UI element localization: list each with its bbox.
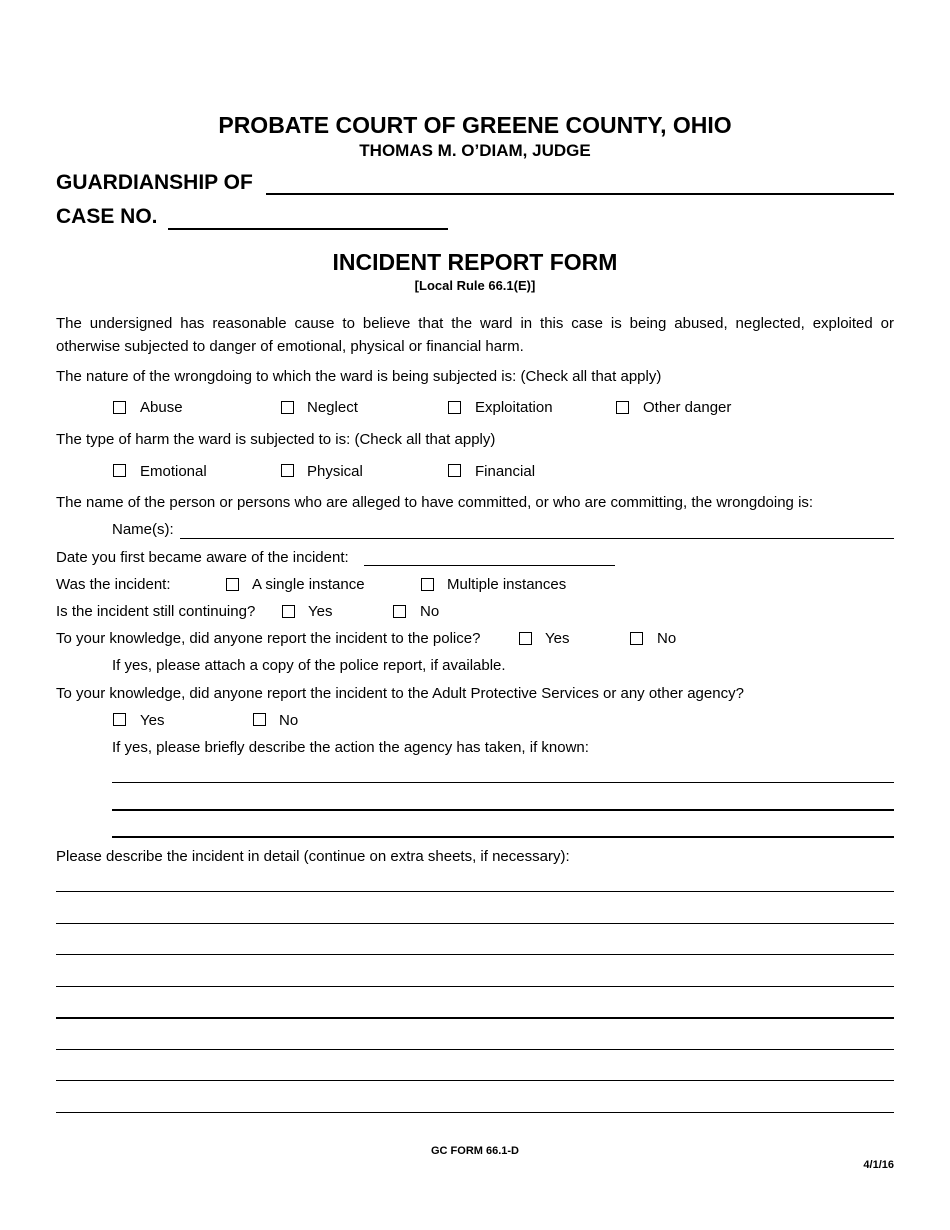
other-danger-checkbox[interactable] — [616, 401, 629, 414]
describe-label: Please describe the incident in detail (continue on extra sheets, if necessary): — [56, 848, 570, 865]
abuse-checkbox[interactable] — [113, 401, 126, 414]
describe-line-8[interactable] — [56, 1112, 894, 1113]
describe-line-1[interactable] — [56, 891, 894, 892]
continuing-no-checkbox[interactable] — [393, 605, 406, 618]
police-yes-checkbox[interactable] — [519, 632, 532, 645]
single-instance-label: A single instance — [252, 576, 365, 593]
neglect-label: Neglect — [307, 399, 358, 416]
police-note: If yes, please attach a copy of the police report, if available. — [112, 657, 506, 674]
describe-line-7[interactable] — [56, 1080, 894, 1081]
local-rule: [Local Rule 66.1(E)] — [414, 278, 536, 293]
financial-label: Financial — [475, 463, 536, 480]
physical-label: Physical — [307, 463, 363, 480]
police-no-checkbox[interactable] — [630, 632, 643, 645]
date-aware-label: Date you first became aware of the incident: — [56, 549, 349, 566]
describe-line-4[interactable] — [56, 986, 894, 987]
police-label: To your knowledge, did anyone report the incident to the police? — [56, 630, 481, 647]
judge-name: THOMAS M. O’DIAM, JUDGE — [359, 141, 591, 160]
financial-checkbox[interactable] — [448, 464, 461, 477]
physical-checkbox[interactable] — [281, 464, 294, 477]
agency-yes-label: Yes — [140, 712, 165, 729]
emotional-checkbox[interactable] — [113, 464, 126, 477]
harm-question: The type of harm the ward is subjected to is: (Check all that apply) — [56, 431, 496, 448]
case-no-field[interactable] — [168, 228, 448, 230]
describe-line-6[interactable] — [56, 1049, 894, 1050]
exploitation-label: Exploitation — [475, 399, 553, 416]
describe-line-3[interactable] — [56, 954, 894, 955]
abuse-label: Abuse — [140, 399, 183, 416]
multiple-instances-checkbox[interactable] — [421, 578, 434, 591]
agency-note: If yes, please briefly describe the action the agency has taken, if known: — [112, 739, 589, 756]
intro-paragraph: The undersigned has reasonable cause to believe that the ward in this case is being abused, neglected, exploited or otherwise subjected to danger of emotional, physical or financial harm. — [56, 315, 894, 355]
form-id: GC FORM 66.1-D — [430, 1145, 519, 1157]
continuing-no-label: No — [420, 603, 440, 620]
agency-no-label: No — [279, 712, 299, 729]
police-yes-label: Yes — [545, 630, 570, 647]
agency-label: To your knowledge, did anyone report the incident to the Adult Protective Services or any other agency? — [56, 685, 744, 702]
names-label: Name(s): — [112, 521, 174, 538]
names-field[interactable] — [180, 538, 894, 539]
describe-line-5[interactable] — [56, 1017, 894, 1019]
guardianship-field[interactable] — [266, 193, 894, 195]
form-title: INCIDENT REPORT FORM — [332, 249, 618, 275]
guardianship-label: GUARDIANSHIP OF — [56, 171, 253, 194]
multiple-instances-label: Multiple instances — [447, 576, 567, 593]
describe-line-2[interactable] — [56, 923, 894, 924]
other-danger-label: Other danger — [643, 399, 732, 416]
emotional-label: Emotional — [140, 463, 207, 480]
continuing-label: Is the incident still continuing? — [56, 603, 256, 620]
agency-yes-checkbox[interactable] — [113, 713, 126, 726]
persons-question: The name of the person or persons who are alleged to have committed, or who are committing, the wrongdoing is: — [56, 494, 814, 511]
neglect-checkbox[interactable] — [281, 401, 294, 414]
police-no-label: No — [657, 630, 677, 647]
agency-action-line-1[interactable] — [112, 782, 894, 783]
agency-action-line-3[interactable] — [112, 836, 894, 838]
form-date: 4/1/16 — [863, 1159, 894, 1171]
date-aware-field[interactable] — [364, 565, 615, 566]
wrongdoing-question: The nature of the wrongdoing to which the ward is being subjected is: (Check all that apply) — [56, 368, 662, 385]
exploitation-checkbox[interactable] — [448, 401, 461, 414]
incident-type-label: Was the incident: — [56, 576, 171, 593]
agency-action-line-2[interactable] — [112, 809, 894, 811]
continuing-yes-label: Yes — [308, 603, 333, 620]
case-no-label: CASE NO. — [56, 205, 158, 228]
single-instance-checkbox[interactable] — [226, 578, 239, 591]
court-name: PROBATE COURT OF GREENE COUNTY, OHIO — [218, 112, 732, 138]
continuing-yes-checkbox[interactable] — [282, 605, 295, 618]
agency-no-checkbox[interactable] — [253, 713, 266, 726]
